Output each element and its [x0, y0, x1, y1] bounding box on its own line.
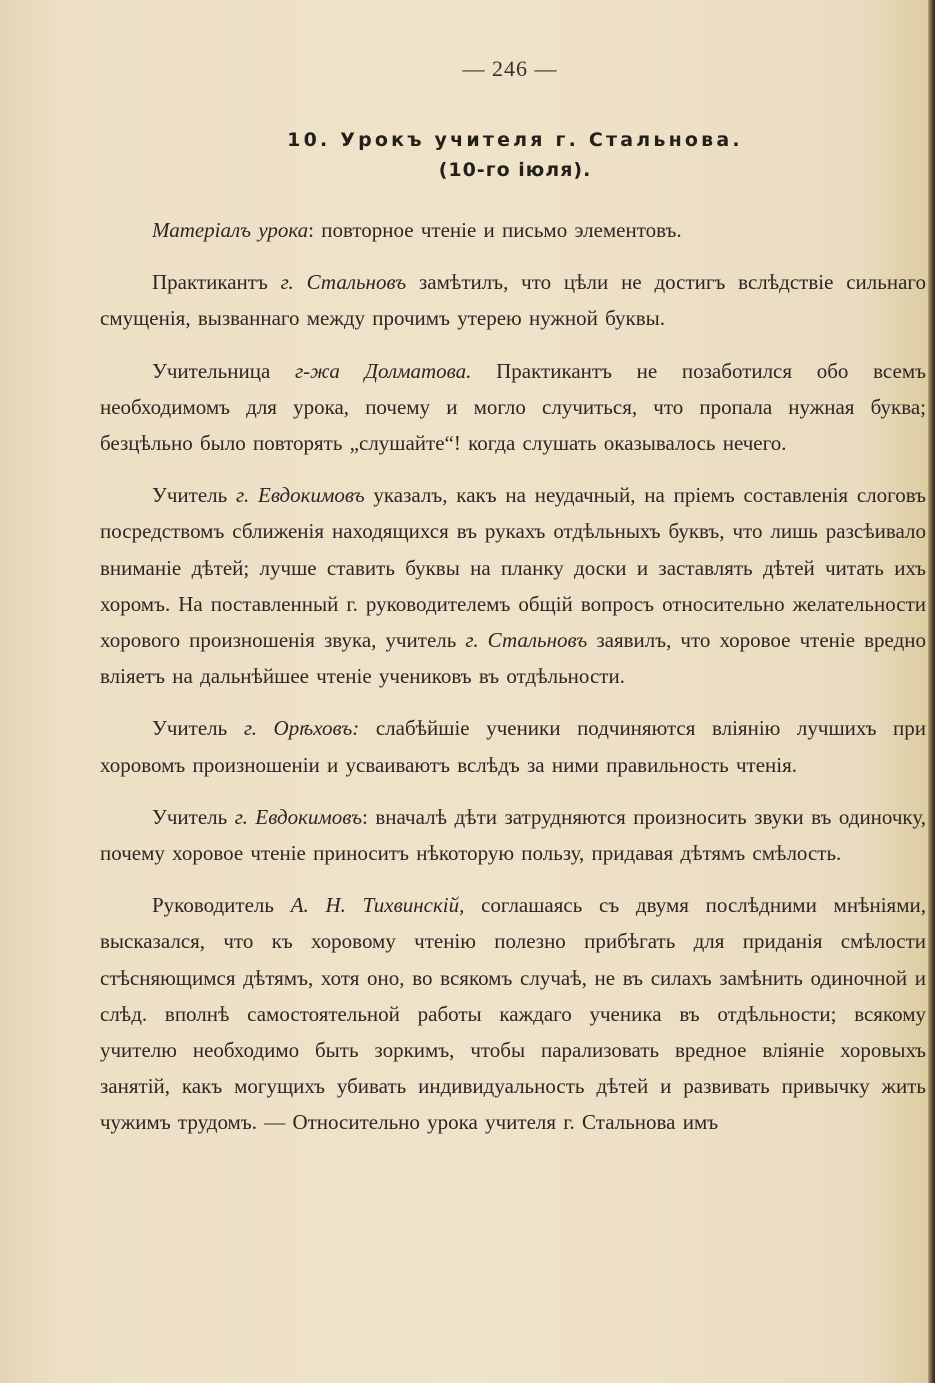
paragraph-text: : повторное чтеніе и письмо элементовъ.	[308, 218, 682, 242]
paragraph-evdokimov-2	[100, 799, 926, 871]
paragraph-lesson-material	[100, 212, 926, 248]
paragraph-practitioner	[100, 264, 926, 336]
speaker-role: Учитель	[152, 483, 237, 508]
section-title	[0, 125, 935, 185]
paragraph-text: соглашаясь съ двумя послѣдними мнѣніями, высказался, что къ хоровому чтенію полезно прибѣгать для приданія смѣлости стѣсняющимся дѣтямъ, хотя оно, во всякомъ случаѣ, не въ силахъ замѣнить одиночной и слѣд. вполнѣ самостоятельной работы каждаго ученика въ отдѣльности; всякому учителю необходимо быть зоркимъ, чтобы парализовать вредное вліяніе хоровыхъ занятій, какъ могущихъ убивать индивидуальность дѣтей и развивать привычку жить чужимъ трудомъ. — Относительно урока учителя г. Стальнова имъ	[100, 893, 926, 1135]
paragraph-text: замѣтилъ, что цѣли не достигъ вслѣдствіе сильнаго смущенія, вызваннаго между прочимъ утерею нужной буквы.	[100, 270, 926, 331]
paragraph-text: заявилъ, что хоровое чтеніе вредно вліяетъ на дальнѣйшее чтеніе учениковъ въ отдѣльности.	[100, 628, 926, 689]
section-date-line: (10-го іюля).	[438, 159, 592, 181]
paragraph-text: Практикантъ не позаботился обо всемъ необходимомъ для урока, почему и могло случиться, что пропала нужная буква; безцѣльно было повторять „слушайте“! когда слушать оказывалось нечего.	[100, 358, 926, 456]
speaker-role: Учитель	[152, 716, 244, 741]
page-edge-shadow	[928, 0, 935, 1383]
speaker-name: г. Орѣховъ:	[243, 716, 360, 741]
paragraph-tikhvinsky	[100, 887, 926, 1140]
speaker-name: г. Стальновъ	[280, 270, 407, 295]
speaker-role: Учительница	[152, 358, 295, 383]
speaker-role: Практикантъ	[152, 270, 281, 295]
paragraph-text: указалъ, какъ на неудачный, на пріемъ составленія слоговъ посредствомъ сближенія находящихся въ рукахъ отдѣльныхъ буквъ, что лишь разсѣивало вниманіе дѣтей; лучше ставить буквы на планку доски и заставлять дѣтей читать ихъ хоромъ. На поставленный г. руководителемъ общій вопросъ относительно желательности хорового произношенія звука, учитель	[100, 483, 927, 653]
speaker-name: А. Н. Тихвинскій,	[290, 893, 465, 918]
speaker-role: Руководитель	[152, 893, 291, 918]
paragraph-evdokimov-1	[100, 477, 926, 694]
section-title-line: 10. Урокъ учителя г. Стальнова.	[287, 129, 743, 151]
paragraph-orekhov	[100, 710, 926, 782]
speaker-name: г. Стальновъ	[465, 628, 588, 653]
speaker-name: г. Евдокимовъ	[234, 804, 363, 829]
paragraph-text: : вначалѣ дѣти затрудняются произносить звуки въ одиночку, почему хоровое чтеніе приноситъ нѣкоторую пользу, придавая дѣтямъ смѣлость.	[100, 804, 926, 866]
speaker-name: г-жа Долматова.	[294, 358, 472, 383]
page-number: — 246 —	[462, 56, 558, 81]
italic-term: Матеріалъ урока	[152, 218, 309, 242]
speaker-name: г. Евдокимовъ	[236, 483, 365, 508]
paragraph-text: слабѣйшіе ученики подчиняются вліянію лучшихъ при хоровомъ произношеніи и усваиваютъ вслѣдъ за ними правильность чтенія.	[100, 716, 926, 777]
document-body	[100, 212, 926, 1157]
speaker-role: Учитель	[152, 804, 235, 829]
paragraph-dolmatova	[100, 353, 926, 462]
